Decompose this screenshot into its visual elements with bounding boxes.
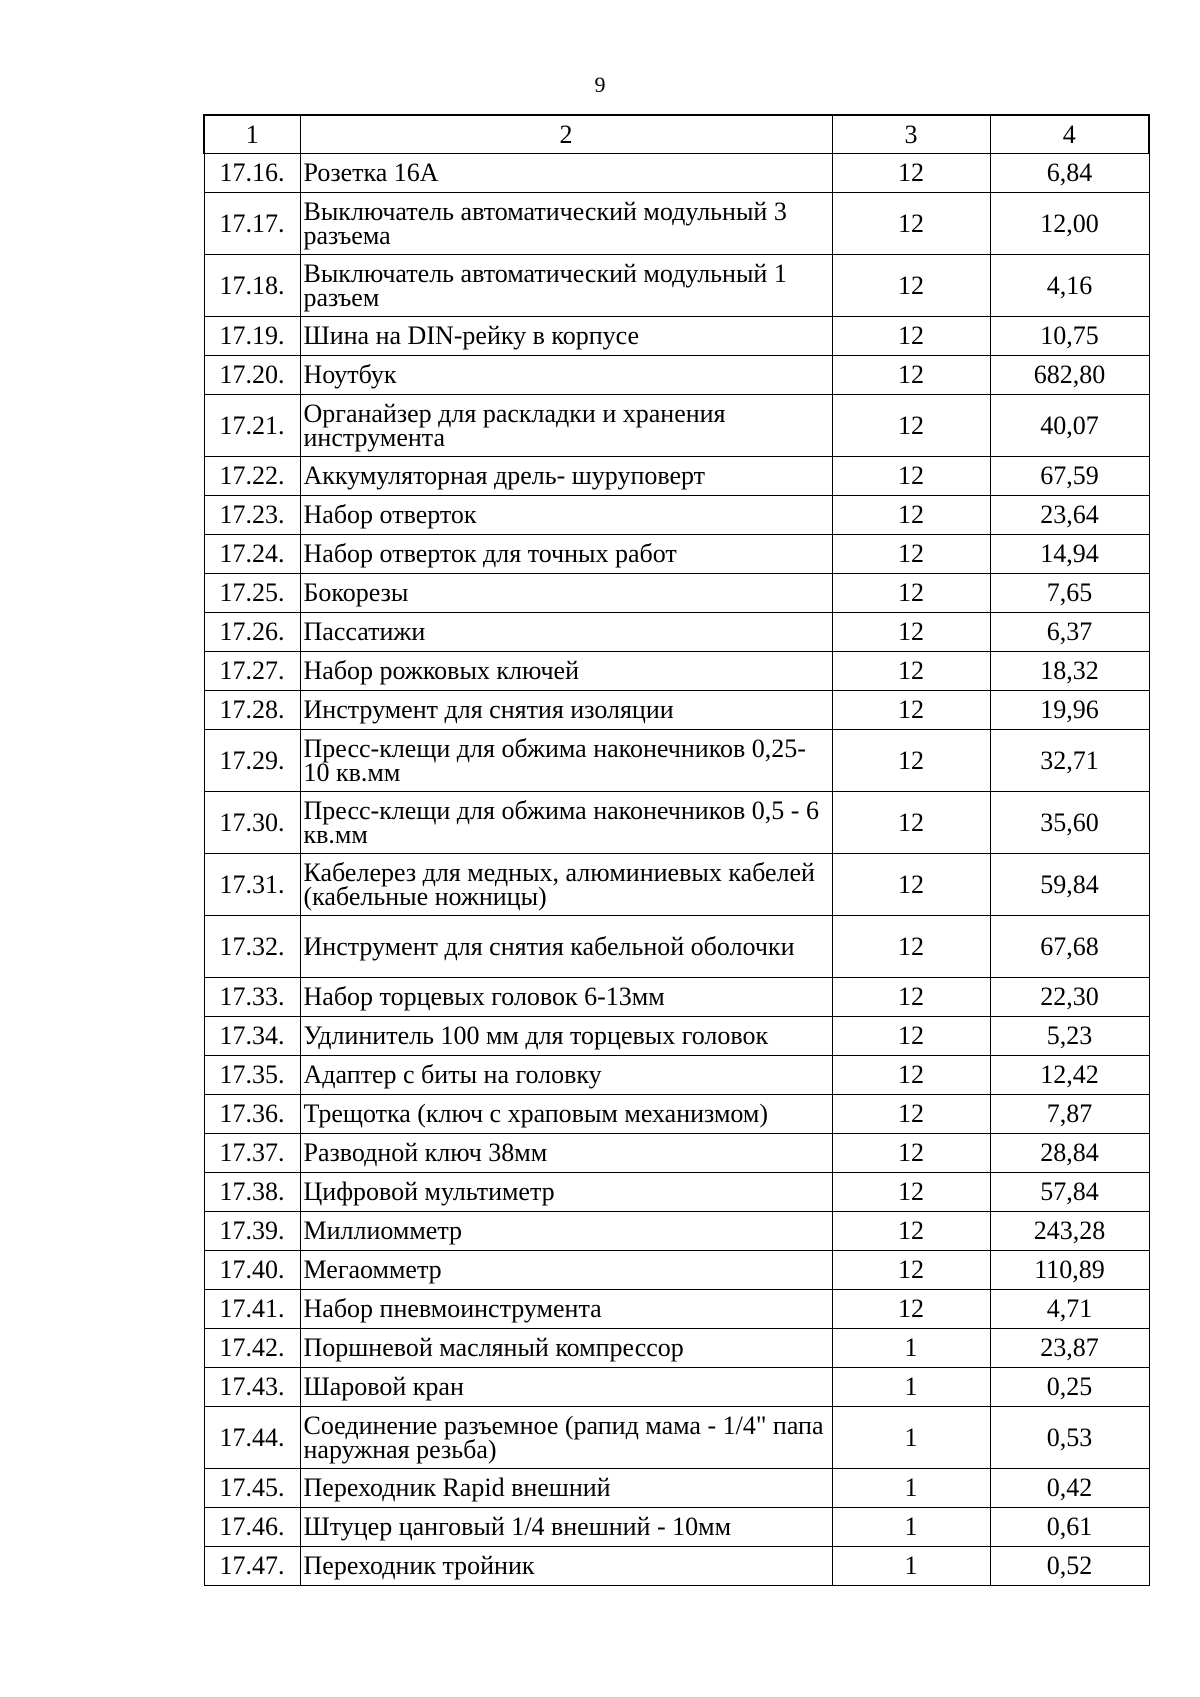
item-quantity-cell: 12: [832, 652, 990, 691]
table-row: [204, 691, 1149, 730]
table-row: [204, 1017, 1149, 1056]
table-body: [204, 154, 1149, 1586]
item-number-cell: 17.19.: [204, 317, 300, 356]
column-header-3: 3: [832, 115, 990, 154]
item-quantity-cell: 1: [832, 1547, 990, 1586]
item-quantity-cell: 12: [832, 317, 990, 356]
item-name-cell: Штуцер цанговый 1/4 внешний - 10мм: [300, 1508, 832, 1547]
item-price-cell: 23,87: [990, 1329, 1149, 1368]
table-header-row: [204, 115, 1149, 154]
item-name-cell: Адаптер с биты на головку: [300, 1056, 832, 1095]
item-name-cell: Выключатель автоматический модульный 1 разъем: [300, 255, 832, 317]
table-row: [204, 916, 1149, 978]
table-row: [204, 574, 1149, 613]
table-row: [204, 1508, 1149, 1547]
table-row: [204, 652, 1149, 691]
table-row: [204, 154, 1149, 193]
item-quantity-cell: 12: [832, 1251, 990, 1290]
item-price-cell: 0,53: [990, 1407, 1149, 1469]
table-row: [204, 1407, 1149, 1469]
item-price-cell: 14,94: [990, 535, 1149, 574]
item-number-cell: 17.24.: [204, 535, 300, 574]
table-row: [204, 193, 1149, 255]
column-header-1: 1: [204, 115, 300, 154]
item-name-cell: Аккумуляторная дрель- шуруповерт: [300, 457, 832, 496]
table-row: [204, 356, 1149, 395]
item-number-cell: 17.47.: [204, 1547, 300, 1586]
item-name-cell: Миллиомметр: [300, 1212, 832, 1251]
item-quantity-cell: 12: [832, 1095, 990, 1134]
table-row: [204, 1056, 1149, 1095]
item-quantity-cell: 12: [832, 356, 990, 395]
table-row: [204, 1290, 1149, 1329]
item-number-cell: 17.43.: [204, 1368, 300, 1407]
item-number-cell: 17.26.: [204, 613, 300, 652]
item-quantity-cell: 12: [832, 395, 990, 457]
item-price-cell: 0,25: [990, 1368, 1149, 1407]
item-name-cell: Переходник Rapid внешний: [300, 1469, 832, 1508]
item-name-cell: Удлинитель 100 мм для торцевых головок: [300, 1017, 832, 1056]
table-row: [204, 978, 1149, 1017]
item-number-cell: 17.17.: [204, 193, 300, 255]
item-price-cell: 28,84: [990, 1134, 1149, 1173]
table-row: [204, 854, 1149, 916]
item-name-cell: Переходник тройник: [300, 1547, 832, 1586]
item-quantity-cell: 1: [832, 1508, 990, 1547]
item-price-cell: 12,42: [990, 1056, 1149, 1095]
item-number-cell: 17.33.: [204, 978, 300, 1017]
item-price-cell: 7,87: [990, 1095, 1149, 1134]
item-quantity-cell: 12: [832, 1017, 990, 1056]
item-number-cell: 17.40.: [204, 1251, 300, 1290]
item-name-cell: Набор пневмоинструмента: [300, 1290, 832, 1329]
table-row: [204, 792, 1149, 854]
item-quantity-cell: 1: [832, 1469, 990, 1508]
table-row: [204, 613, 1149, 652]
item-quantity-cell: 12: [832, 978, 990, 1017]
item-price-cell: 6,84: [990, 154, 1149, 193]
item-price-cell: 59,84: [990, 854, 1149, 916]
item-number-cell: 17.46.: [204, 1508, 300, 1547]
item-name-cell: Инструмент для снятия изоляции: [300, 691, 832, 730]
page-number: 9: [594, 72, 606, 97]
items-table: [203, 114, 1150, 1586]
item-number-cell: 17.28.: [204, 691, 300, 730]
item-quantity-cell: 12: [832, 792, 990, 854]
item-number-cell: 17.22.: [204, 457, 300, 496]
table-row: [204, 730, 1149, 792]
item-name-cell: Цифровой мультиметр: [300, 1173, 832, 1212]
item-number-cell: 17.31.: [204, 854, 300, 916]
item-name-cell: Органайзер для раскладки и хранения инструмента: [300, 395, 832, 457]
item-quantity-cell: 12: [832, 1173, 990, 1212]
item-number-cell: 17.18.: [204, 255, 300, 317]
item-name-cell: Пресс-клещи для обжима наконечников 0,25-10 кв.мм: [300, 730, 832, 792]
item-quantity-cell: 12: [832, 1290, 990, 1329]
item-quantity-cell: 12: [832, 1212, 990, 1251]
item-price-cell: 67,59: [990, 457, 1149, 496]
table-row: [204, 1469, 1149, 1508]
item-number-cell: 17.21.: [204, 395, 300, 457]
item-quantity-cell: 12: [832, 1056, 990, 1095]
item-name-cell: Разводной ключ 38мм: [300, 1134, 832, 1173]
item-price-cell: 110,89: [990, 1251, 1149, 1290]
item-number-cell: 17.25.: [204, 574, 300, 613]
item-number-cell: 17.27.: [204, 652, 300, 691]
item-quantity-cell: 12: [832, 730, 990, 792]
item-name-cell: Набор отверток для точных работ: [300, 535, 832, 574]
item-number-cell: 17.39.: [204, 1212, 300, 1251]
item-price-cell: 22,30: [990, 978, 1149, 1017]
table-row: [204, 496, 1149, 535]
item-number-cell: 17.29.: [204, 730, 300, 792]
item-quantity-cell: 12: [832, 574, 990, 613]
item-price-cell: 40,07: [990, 395, 1149, 457]
item-quantity-cell: 12: [832, 496, 990, 535]
item-quantity-cell: 12: [832, 691, 990, 730]
item-quantity-cell: 12: [832, 193, 990, 255]
item-price-cell: 4,71: [990, 1290, 1149, 1329]
item-price-cell: 5,23: [990, 1017, 1149, 1056]
item-quantity-cell: 1: [832, 1329, 990, 1368]
item-price-cell: 12,00: [990, 193, 1149, 255]
item-name-cell: Шаровой кран: [300, 1368, 832, 1407]
item-name-cell: Набор рожковых ключей: [300, 652, 832, 691]
table-row: [204, 255, 1149, 317]
item-number-cell: 17.41.: [204, 1290, 300, 1329]
item-name-cell: Выключатель автоматический модульный 3 разъема: [300, 193, 832, 255]
item-number-cell: 17.42.: [204, 1329, 300, 1368]
table-row: [204, 1251, 1149, 1290]
column-header-2: 2: [300, 115, 832, 154]
item-number-cell: 17.45.: [204, 1469, 300, 1508]
item-number-cell: 17.37.: [204, 1134, 300, 1173]
item-price-cell: 32,71: [990, 730, 1149, 792]
item-number-cell: 17.34.: [204, 1017, 300, 1056]
item-quantity-cell: 12: [832, 154, 990, 193]
item-name-cell: Набор отверток: [300, 496, 832, 535]
table-row: [204, 1329, 1149, 1368]
item-price-cell: 35,60: [990, 792, 1149, 854]
item-number-cell: 17.30.: [204, 792, 300, 854]
item-price-cell: 10,75: [990, 317, 1149, 356]
item-number-cell: 17.32.: [204, 916, 300, 978]
item-price-cell: 0,52: [990, 1547, 1149, 1586]
item-number-cell: 17.16.: [204, 154, 300, 193]
item-quantity-cell: 12: [832, 854, 990, 916]
item-name-cell: Розетка 16А: [300, 154, 832, 193]
table-row: [204, 1212, 1149, 1251]
item-name-cell: Шина на DIN-рейку в корпусе: [300, 317, 832, 356]
item-quantity-cell: 12: [832, 613, 990, 652]
item-price-cell: 67,68: [990, 916, 1149, 978]
item-quantity-cell: 1: [832, 1368, 990, 1407]
item-price-cell: 57,84: [990, 1173, 1149, 1212]
table-row: [204, 1368, 1149, 1407]
item-name-cell: Пресс-клещи для обжима наконечников 0,5 - 6 кв.мм: [300, 792, 832, 854]
item-quantity-cell: 12: [832, 255, 990, 317]
column-header-4: 4: [990, 115, 1149, 154]
table-row: [204, 1134, 1149, 1173]
item-name-cell: Набор торцевых головок 6-13мм: [300, 978, 832, 1017]
item-price-cell: 243,28: [990, 1212, 1149, 1251]
item-name-cell: Инструмент для снятия кабельной оболочки: [300, 916, 832, 978]
table-row: [204, 1547, 1149, 1586]
item-price-cell: 0,42: [990, 1469, 1149, 1508]
item-name-cell: Ноутбук: [300, 356, 832, 395]
table-row: [204, 1095, 1149, 1134]
item-number-cell: 17.38.: [204, 1173, 300, 1212]
item-number-cell: 17.35.: [204, 1056, 300, 1095]
item-number-cell: 17.23.: [204, 496, 300, 535]
item-quantity-cell: 12: [832, 916, 990, 978]
item-name-cell: Поршневой масляный компрессор: [300, 1329, 832, 1368]
table-row: [204, 457, 1149, 496]
table-row: [204, 535, 1149, 574]
item-quantity-cell: 12: [832, 1134, 990, 1173]
table-row: [204, 317, 1149, 356]
item-price-cell: 6,37: [990, 613, 1149, 652]
item-price-cell: 7,65: [990, 574, 1149, 613]
item-price-cell: 23,64: [990, 496, 1149, 535]
item-price-cell: 19,96: [990, 691, 1149, 730]
table-row: [204, 1173, 1149, 1212]
item-name-cell: Кабелерез для медных, алюминиевых кабелей (кабельные ножницы): [300, 854, 832, 916]
item-name-cell: Трещотка (ключ с храповым механизмом): [300, 1095, 832, 1134]
item-name-cell: Бокорезы: [300, 574, 832, 613]
item-number-cell: 17.20.: [204, 356, 300, 395]
item-number-cell: 17.44.: [204, 1407, 300, 1469]
item-number-cell: 17.36.: [204, 1095, 300, 1134]
table-row: [204, 395, 1149, 457]
item-name-cell: Соединение разъемное (рапид мама - 1/4" папа наружная резьба): [300, 1407, 832, 1469]
item-quantity-cell: 12: [832, 457, 990, 496]
item-price-cell: 682,80: [990, 356, 1149, 395]
item-name-cell: Пассатижи: [300, 613, 832, 652]
item-quantity-cell: 12: [832, 535, 990, 574]
item-name-cell: Мегаомметр: [300, 1251, 832, 1290]
item-price-cell: 18,32: [990, 652, 1149, 691]
item-quantity-cell: 1: [832, 1407, 990, 1469]
item-price-cell: 4,16: [990, 255, 1149, 317]
item-price-cell: 0,61: [990, 1508, 1149, 1547]
